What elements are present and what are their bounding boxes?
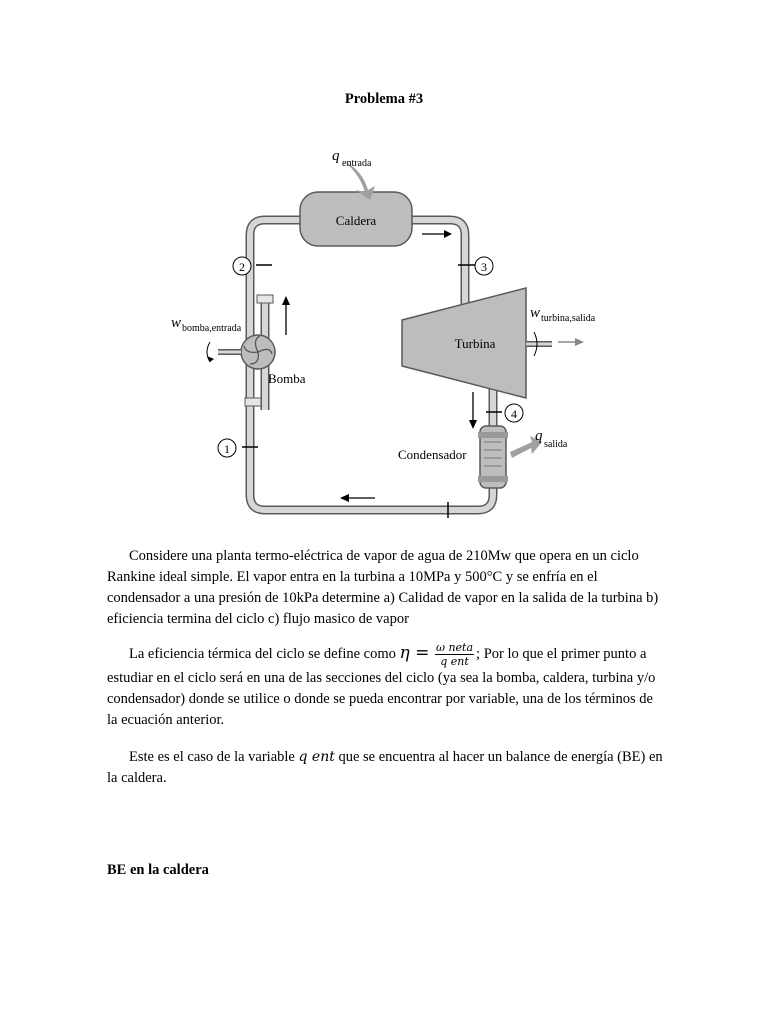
efficiency-fraction: $\frac{\text{ω neta}}{\text{q ent}}$ — [436, 641, 474, 668]
w-turbine-subscript: turbina,salida — [541, 313, 596, 324]
condenser — [398, 426, 508, 488]
section-heading: BE en la caldera — [107, 862, 209, 878]
rankine-cycle-diagram — [160, 140, 630, 525]
state-2-label: 2 — [239, 260, 245, 274]
w-turbine-symbol: w — [530, 305, 541, 321]
q-in-subscript: entrada — [342, 158, 372, 169]
turbine — [402, 288, 584, 398]
w-pump-symbol: w — [171, 315, 182, 331]
pump-label: Bomba — [268, 371, 306, 386]
state-1-label: 1 — [224, 442, 230, 456]
boiler-label: Caldera — [335, 213, 377, 228]
state-3-label: 3 — [481, 260, 487, 274]
problem-statement: Considere una planta termo-eléctrica de vapor de agua de 210Mw que opera en un ciclo Rankine ideal simple. El vapor entra en la turbina a 10MPa y 500°C y se enfría en el condensador a una presión de 10kPa determine a) Calidad de vapor en la salida de la turbina b) eficiencia termina del ciclo c) flujo masico de vapor — [107, 548, 659, 627]
eta-symbol: η = — [399, 642, 430, 663]
boiler — [300, 192, 412, 246]
q-out-symbol: q — [535, 428, 543, 444]
boiler-balance-paragraph: Este es el caso de la variable q ent que se encuentra al hacer un balance de energía (BE) en la caldera. — [107, 749, 663, 786]
q-out-subscript: salida — [544, 439, 568, 450]
efficiency-paragraph: La eficiencia térmica del ciclo se define como η = $\frac{\text{ω neta}}{\text{q ent}}$ ; Por lo que el primer punto a estudiar en el ciclo será en una de las secciones del ciclo (ya sea la bomba, caldera, turbina y/o condensador) donde se utilice o donde se pueda encontrar por variable, una de los términos de la ecuación anterior. — [107, 641, 656, 728]
page-title: Problema #3 — [344, 91, 424, 107]
q-ent-variable: q ent — [298, 749, 335, 765]
w-pump-subscript: bomba,entrada — [182, 323, 242, 334]
q-in-symbol: q — [332, 148, 340, 164]
condenser-label: Condensador — [398, 447, 467, 462]
turbine-label: Turbina — [454, 336, 496, 351]
pump — [207, 335, 306, 386]
state-4-label: 4 — [511, 407, 517, 421]
